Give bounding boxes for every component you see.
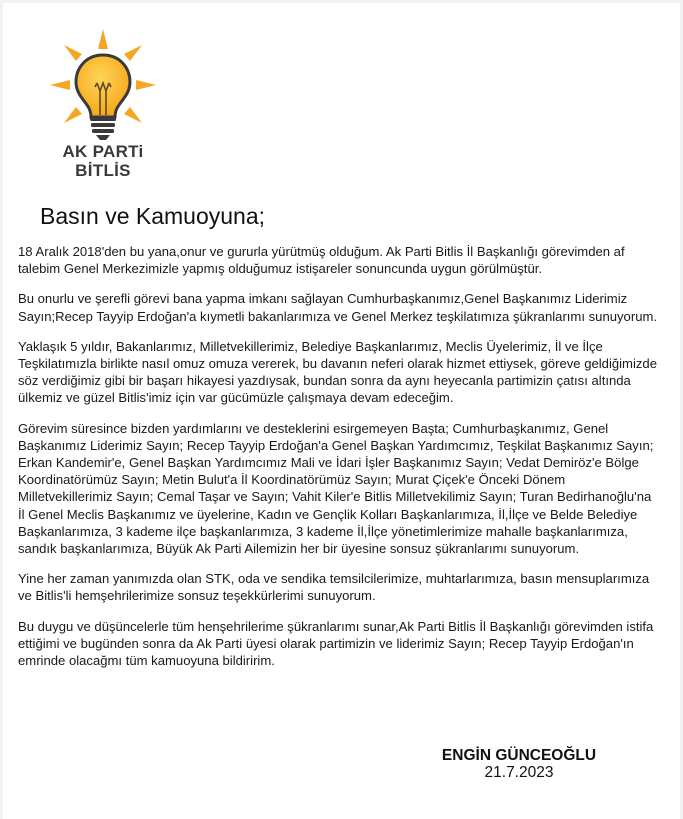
paragraph-line: Başkanlarımıza, 3 kademe ilçe başkanlarımıza, 3 kademe İl,İlçe yönetimlerimize mahalle başkanlarımıza, (18, 523, 628, 539)
letter-paragraph (18, 290, 678, 324)
ray (136, 80, 156, 90)
letter-paragraph (18, 338, 678, 407)
paragraph-line: sandık başkanlarımıza, Büyük Ak Parti Ailemizin her bir üyesine sonsuz şükranlarımı sunuyorum. (18, 541, 580, 557)
paragraph-line: İl Genel Meclis Başkanımız ve üyelerine, Kadın ve Gençlik Kolları Başkanlarımıza, İl,İlçe ve Belde Belediye (18, 506, 638, 522)
press-release-page (3, 3, 680, 819)
paragraph-line: Görevim süresince bizden yardımlarını ve desteklerini esirgemeyen Başta; Cumhurbaşkanımız, Genel (18, 420, 609, 436)
paragraph-line: 18 Aralık 2018'den bu yana,onur ve gururla yürütmüş olduğum. Ak Parti Bitlis İl Başkanlığı görevimden af (18, 244, 625, 259)
ak-parti-logo (42, 25, 164, 187)
ray (64, 45, 82, 61)
paragraph-line: Sayın;Recep Tayyip Erdoğan'a kıymetli bakanlarımıza ve Genel Merkez teşkilatımıza şükranlarımı sunuyorum. (18, 308, 658, 324)
letter-body (18, 243, 678, 682)
paragraph-line: Bu onurlu ve şerefli görevi bana yapma imkanı sağlayan Cumhurbaşkanımız,Genel Başkanımız Liderimiz (18, 291, 628, 307)
paragraph-line: Bu duygu ve düşüncelerle tüm henşehrilerime şükranlarımı sunar,Ak Parti Bitlis İl Başkanlığı görevimden istifa (18, 618, 654, 634)
lightbulb-icon (42, 25, 164, 143)
paragraph-line: Milletvekillerimiz Sayın; Cemal Taşar ve Sayın; Vahit Kiler'e Bitlis Milletvekilimiz Sayın; Turan Bedirhanoğlu'na (18, 489, 652, 505)
paragraph-line: Yine her zaman yanımızda olan STK, oda ve sendika temsilcilerimize, muhtarlarımıza, basın mensuplarımıza (18, 571, 650, 587)
paragraph-line: talebim Genel Merkezimizle yapmış olduğumuz istişareler sonuncunda uygun görülmüştür. (18, 261, 542, 277)
paragraph-line: ettiğimi ve bugünden sonra da Ak Parti üyesi olarak partimizin ve liderimiz Sayın; Recep Tayyip Erdoğan'ın (18, 635, 634, 651)
letter-paragraph (18, 243, 678, 277)
letter-paragraph (18, 618, 678, 670)
paragraph-line: emrinde olacağmı tüm kamuoyuna bildiririm. (18, 653, 275, 669)
paragraph-line: Koordinatörümüz Sayın; Metin Bulut'a İl Koordinatörümüz Sayın; Murat Çiçek'e Önceki Dönem (18, 472, 566, 488)
paragraph-line: Yaklaşık 5 yıldır, Bakanlarımız, Milletvekillerimiz, Belediye Başkanlarımız, Meclis Üyelerimiz, İl ve İlçe (18, 338, 603, 354)
logo-text-party: AK PARTi (62, 142, 144, 161)
ray (50, 80, 70, 90)
ray (98, 29, 108, 49)
paragraph-line: söz verdiğimiz gibi bir başarı hikayesi yazdıysak, bundan sonra da aynı heyecanla partimizin çatısı altında (18, 373, 631, 389)
ray (124, 45, 142, 61)
signatory-name: ENGİN GÜNCEOĞLU (441, 747, 597, 764)
paragraph-line: ülkemiz ve güzel Bitlis'imiz için var gücümüzle çalışmaya devam edeceğim. (18, 390, 454, 406)
letter-heading: Basın ve Kamuoyuna; (40, 203, 266, 229)
paragraph-line: Teşkilatımızla birlikte nasıl omuz omuza vererek, bu davanın neferi olarak hizmet ettiysek, göreve geldiğimizde (18, 356, 657, 372)
paragraph-line: ve Bitlis'li hemşehrilerimize sonsuz teşekkürlerimi sunuyorum. (18, 588, 376, 604)
paragraph-line: Erkan Kandemir'e, Genel Başkan Yardımcımız Mali ve İdari İşler Başkanımız Sayın; Vedat Demiröz'e Bölge (18, 455, 639, 471)
paragraph-line: Başkanımız Liderimiz Sayın; Recep Tayyip Erdoğan'a Genel Başkan Yardımcımız, Teşkilat Başkanımız Sayın; (18, 437, 654, 453)
ray (64, 107, 82, 123)
letter-paragraph (18, 570, 678, 604)
letter-paragraph (18, 420, 678, 558)
logo-text-city: BİTLİS (75, 161, 131, 180)
signature-block (393, 747, 645, 781)
ray (124, 107, 142, 123)
signature-date: 21.7.2023 (484, 764, 554, 781)
